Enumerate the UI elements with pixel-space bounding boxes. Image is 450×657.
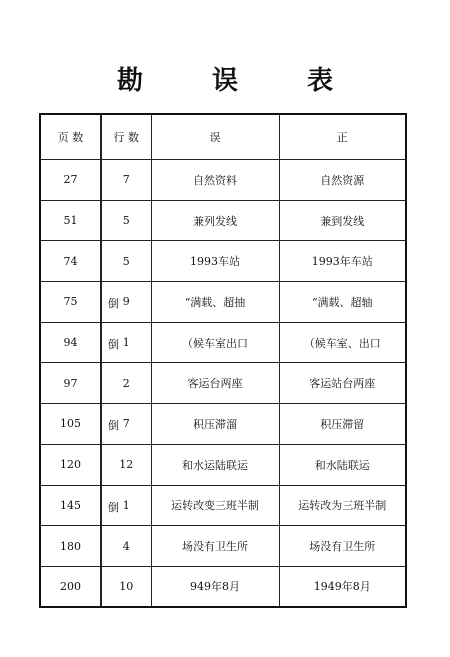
cell-wrong: 积压滞溜 [151,404,279,445]
table-row [41,485,405,526]
cell-line [101,200,151,241]
header-line: 行 数 [101,115,151,160]
cell-line [101,160,151,201]
cell-line [101,363,151,404]
errata-table [41,115,405,606]
cell-page: 180 [41,526,101,567]
cell-right: 兼到发线 [279,200,405,241]
cell-wrong: 和水运陆联运 [151,444,279,485]
cell-line [101,404,151,445]
cell-right: （候车室、出口 [279,322,405,363]
cell-page: 27 [41,160,101,201]
line-number: 1 [122,336,130,350]
cell-page: 75 [41,282,101,323]
cell-line [101,566,151,606]
errata-table-frame [39,113,407,608]
cell-page: 200 [41,566,101,606]
table-header-row [41,115,405,160]
table-row [41,322,405,363]
table-row [41,566,405,606]
line-number: 5 [122,254,130,268]
cell-line [101,526,151,567]
table-row [41,160,405,201]
cell-wrong: （候车室出口 [151,322,279,363]
cell-right: 运转改为三班半制 [279,485,405,526]
line-prefix: 倒 [108,297,119,311]
cell-wrong: 949年8月 [151,566,279,606]
table-row [41,200,405,241]
header-wrong: 误 [151,115,279,160]
line-number: 1 [122,498,130,512]
cell-right: 自然资源 [279,160,405,201]
cell-right: 和水陆联运 [279,444,405,485]
page-title: 勘 误 表 [116,66,364,96]
cell-wrong: “满载、超抽 [151,282,279,323]
table-row [41,363,405,404]
header-page: 页 数 [41,115,101,160]
line-number: 12 [119,458,134,472]
cell-line [101,444,151,485]
cell-right: 场没有卫生所 [279,526,405,567]
cell-page: 74 [41,241,101,282]
cell-wrong: 客运台两座 [151,363,279,404]
table-row [41,404,405,445]
cell-wrong: 运转改变三班半制 [151,485,279,526]
table-row [41,282,405,323]
table-body [41,160,405,607]
cell-right: 积压滞留 [279,404,405,445]
cell-right: 1993年车站 [279,241,405,282]
line-prefix: 倒 [108,338,119,352]
cell-wrong: 自然资料 [151,160,279,201]
cell-line [101,282,151,323]
line-number: 4 [122,539,130,553]
line-prefix: 倒 [108,500,119,514]
cell-wrong: 兼列发线 [151,200,279,241]
line-number: 5 [122,214,130,228]
cell-page: 97 [41,363,101,404]
line-number: 7 [122,173,130,187]
cell-page: 51 [41,200,101,241]
cell-wrong: 场没有卫生所 [151,526,279,567]
cell-page: 94 [41,322,101,363]
cell-right: 客运站台两座 [279,363,405,404]
line-number: 10 [119,579,134,593]
line-number: 7 [122,417,130,431]
cell-line [101,241,151,282]
line-number: 9 [122,295,130,309]
cell-right: “满载、超轴 [279,282,405,323]
cell-line [101,322,151,363]
cell-line [101,485,151,526]
cell-wrong: 1993车站 [151,241,279,282]
line-prefix: 倒 [108,419,119,433]
line-number: 2 [122,376,130,390]
cell-page: 145 [41,485,101,526]
header-right: 正 [279,115,405,160]
table-row [41,526,405,567]
cell-page: 120 [41,444,101,485]
table-row [41,444,405,485]
cell-page: 105 [41,404,101,445]
cell-right: 1949年8月 [313,580,371,594]
table-row [41,241,405,282]
